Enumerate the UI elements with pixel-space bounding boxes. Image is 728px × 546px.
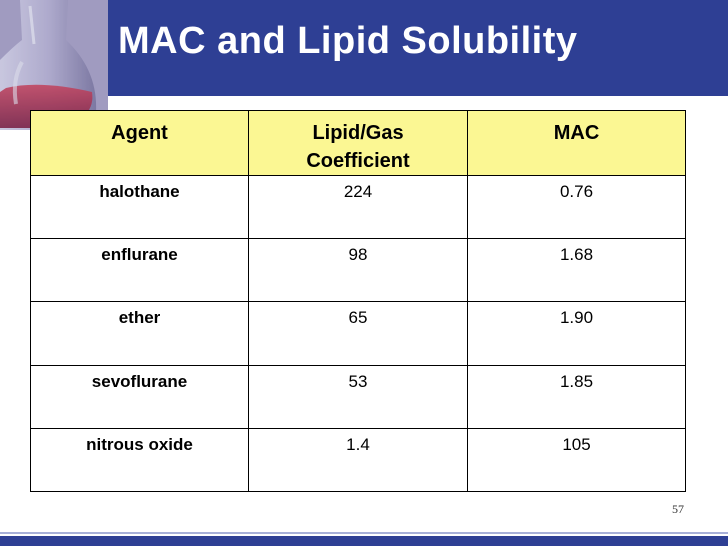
page-number: 57 bbox=[672, 502, 684, 516]
table-row bbox=[31, 428, 686, 491]
mac-cell: 1.90 bbox=[468, 302, 686, 365]
table-row bbox=[31, 302, 686, 365]
agent-cell: enflurane bbox=[31, 239, 249, 302]
column-header-mac: MAC bbox=[468, 111, 686, 176]
coefficient-cell: 224 bbox=[249, 176, 468, 239]
mac-table bbox=[30, 110, 686, 492]
table-row bbox=[31, 176, 686, 239]
coefficient-cell: 53 bbox=[249, 365, 468, 428]
mac-cell: 105 bbox=[468, 428, 686, 491]
column-header-coefficient: Lipid/Gas Coefficient bbox=[249, 111, 468, 176]
agent-cell: sevoflurane bbox=[31, 365, 249, 428]
table-row bbox=[31, 365, 686, 428]
agent-cell: ether bbox=[31, 302, 249, 365]
agent-cell: nitrous oxide bbox=[31, 428, 249, 491]
coefficient-cell: 65 bbox=[249, 302, 468, 365]
agent-cell: halothane bbox=[31, 176, 249, 239]
coefficient-cell: 98 bbox=[249, 239, 468, 302]
table-header-row bbox=[31, 111, 686, 176]
footer-bar bbox=[0, 536, 728, 546]
mac-cell: 1.85 bbox=[468, 365, 686, 428]
table-row bbox=[31, 239, 686, 302]
coefficient-cell: 1.4 bbox=[249, 428, 468, 491]
slide-title: MAC and Lipid Solubility bbox=[118, 20, 578, 62]
mac-cell: 1.68 bbox=[468, 239, 686, 302]
table-container bbox=[30, 110, 685, 492]
mac-cell: 0.76 bbox=[468, 176, 686, 239]
column-header-agent: Agent bbox=[31, 111, 249, 176]
footer-divider bbox=[0, 532, 728, 534]
